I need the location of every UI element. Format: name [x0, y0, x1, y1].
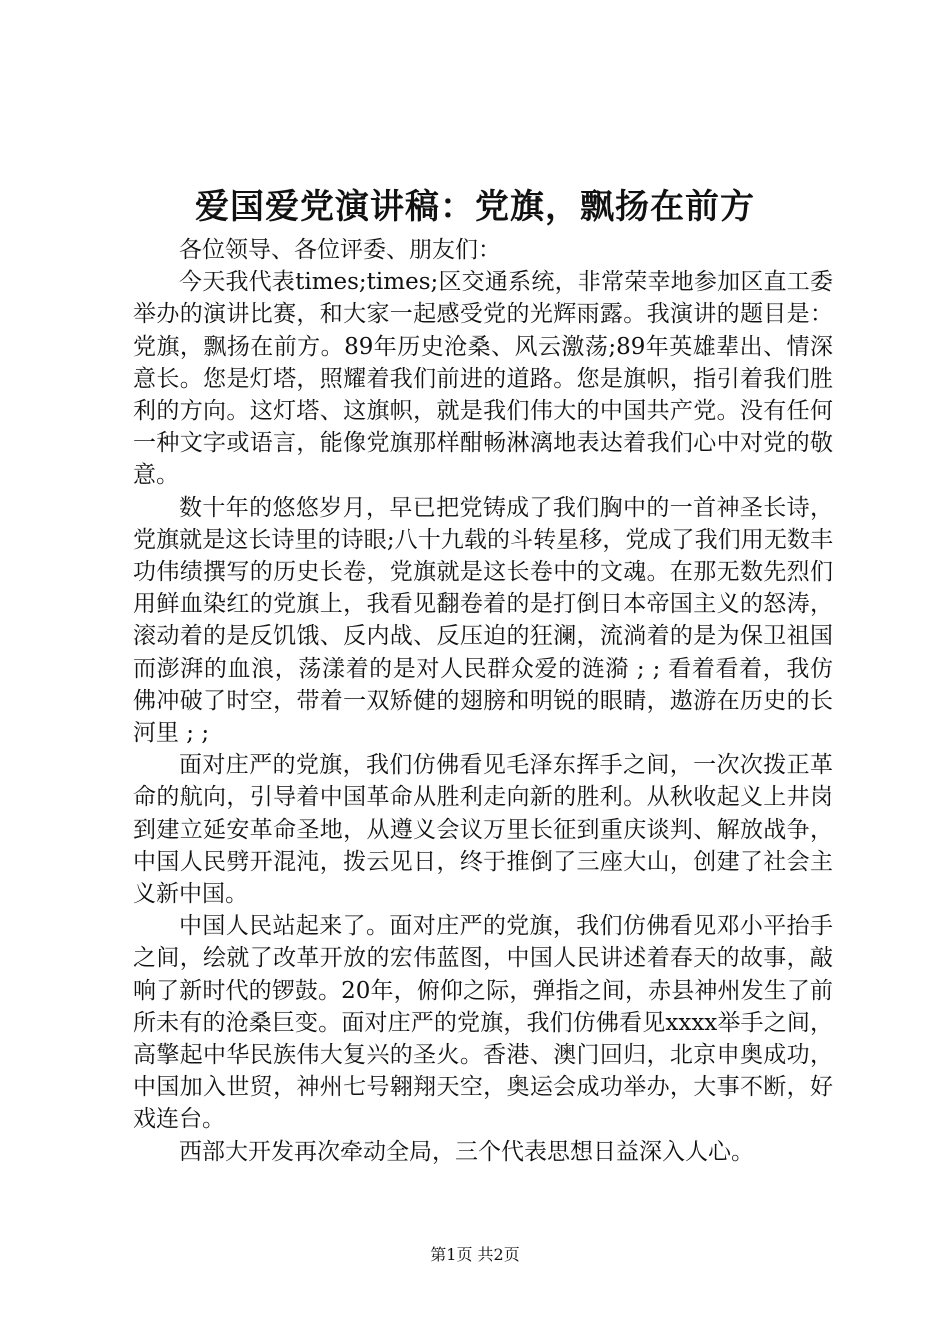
- paragraph-2: 数十年的悠悠岁月，早已把党铸成了我们胸中的一首神圣长诗，党旗就是这长诗里的诗眼;八十九载的斗转星移，党成了我们用无数丰功伟绩撰写的历史长卷，党旗就是这长卷中的文魂。在那无数先烈们用鲜血染红的党旗上，我看见翻卷着的是打倒日本帝国主义的怒涛，滚动着的是反饥饿、反内战、反压迫的狂澜，流淌着的是为保卫祖国而澎湃的血浪，荡漾着的是对人民群众爱的涟漪 ; ; 看着看着，我仿佛冲破了时空，带着一双矫健的翅膀和明锐的眼睛，遨游在历史的长河里 ; ;: [133, 494, 833, 747]
- paragraph-5: 西部大开发再次牵动全局，三个代表思想日益深入人心。: [179, 1138, 754, 1165]
- paragraph-4: 中国人民站起来了。面对庄严的党旗，我们仿佛看见邓小平抬手之间，绘就了改革开放的宏伟蓝图，中国人民讲述着春天的故事，敲响了新时代的锣鼓。20年，俯仰之际，弹指之间，赤县神州发生了前所未有的沧桑巨变。面对庄严的党旗，我们仿佛看见xxxx举手之间，高擎起中华民族伟大复兴的圣火。香港、澳门回归，北京申奥成功，中国加入世贸，神州七号翱翔天空，奥运会成功举办，大事不断，好戏连台。: [133, 913, 833, 1133]
- paragraph-salutation: 各位领导、各位评委、朋友们：: [179, 237, 501, 263]
- paragraph-3: 面对庄严的党旗，我们仿佛看见毛泽东挥手之间，一次次拨正革命的航向，引导着中国革命从胜利走向新的胜利。从秋收起义上井岗到建立延安革命圣地，从遵义会议万里长征到重庆谈判、解放战争，中国人民劈开混沌，拨云见日，终于推倒了三座大山，创建了社会主义新中国。: [133, 752, 833, 908]
- document-title: 爱国爱党演讲稿：党旗，飘扬在前方: [195, 187, 755, 227]
- document-body: [133, 234, 833, 1168]
- page-number-footer: 第1页 共2页: [430, 1245, 520, 1264]
- paragraph-1: 今天我代表times;times;区交通系统，非常荣幸地参加区直工委举办的演讲比赛，和大家一起感受党的光辉雨露。我演讲的题目是：党旗，飘扬在前方。89年历史沧桑、风云激荡;89年英雄辈出、情深意长。您是灯塔，照耀着我们前进的道路。您是旗帜，指引着我们胜利的方向。这灯塔、这旗帜，就是我们伟大的中国共产党。没有任何一种文字或语言，能像党旗那样酣畅淋漓地表达着我们心中对党的敬意。: [133, 269, 833, 489]
